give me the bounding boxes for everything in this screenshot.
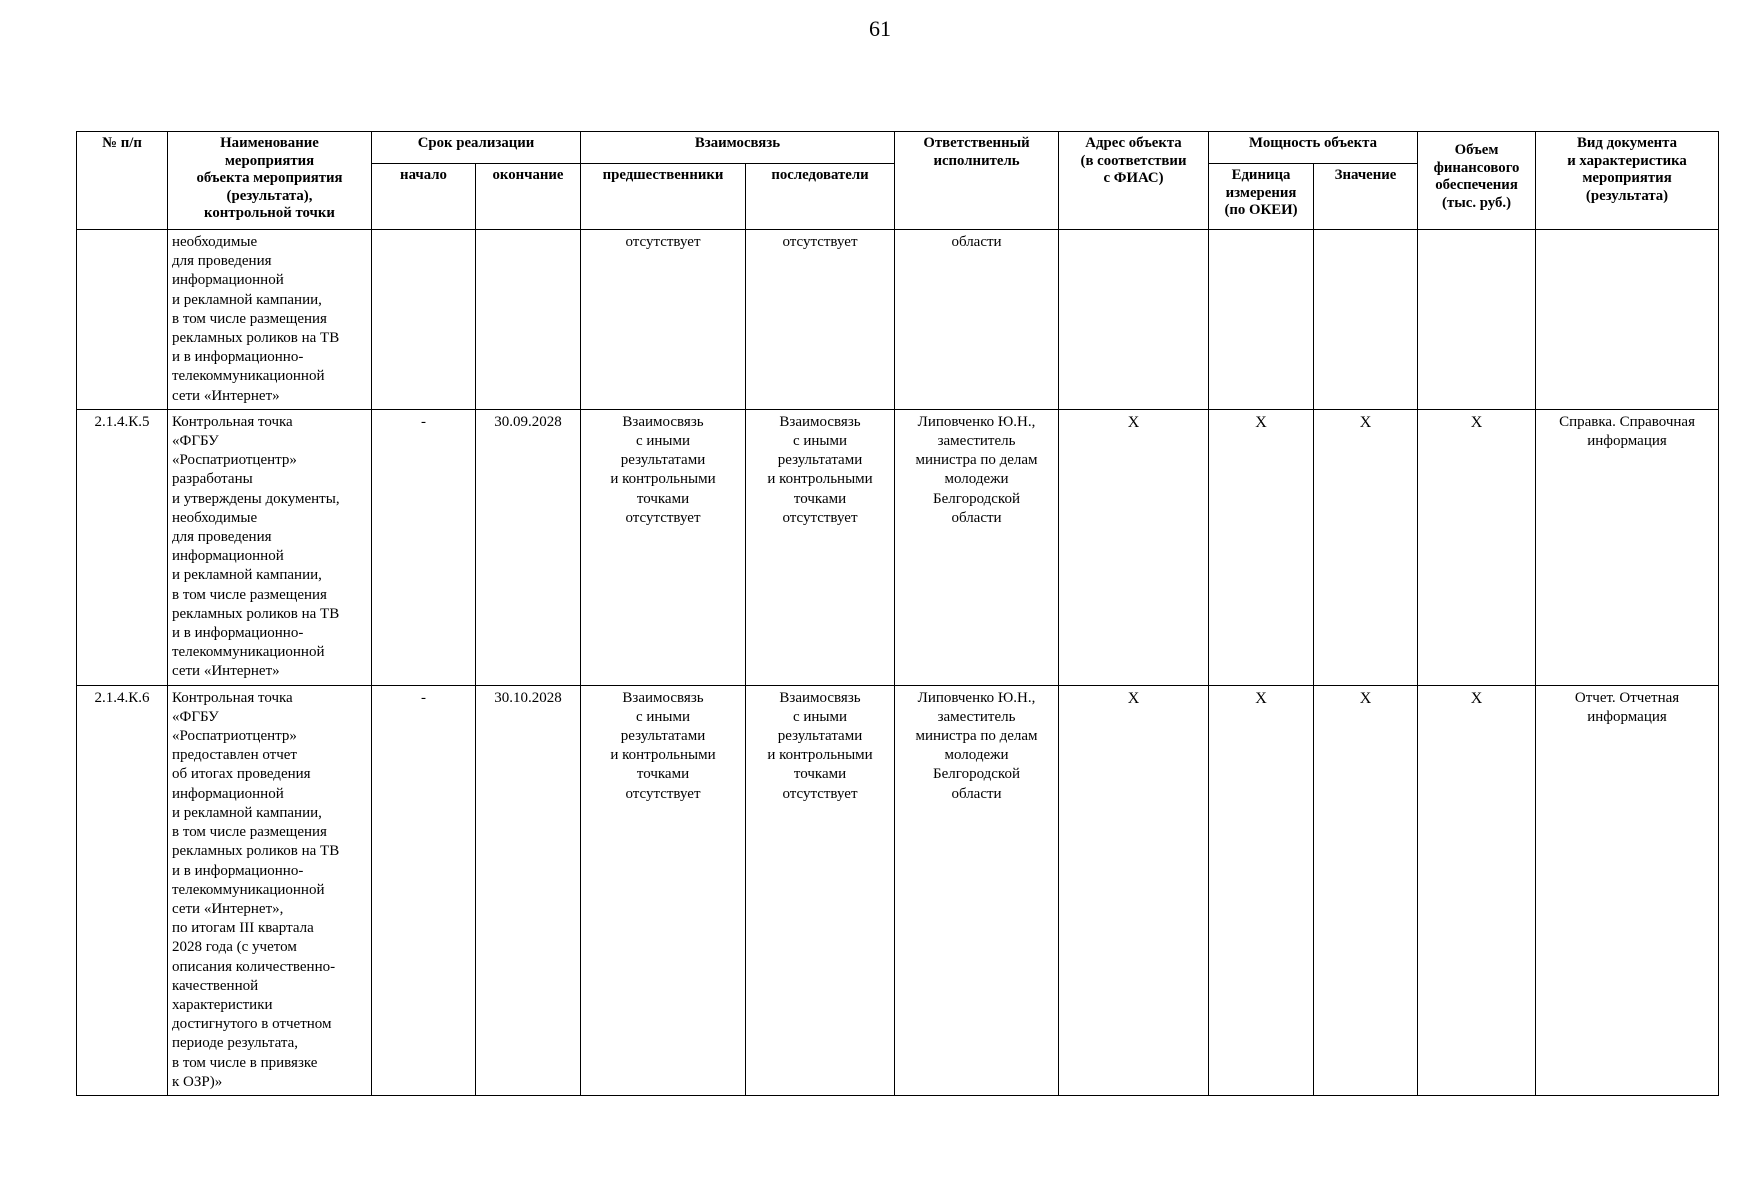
row-value: X (1314, 685, 1418, 1095)
row-name: Контрольная точка «ФГБУ «Роспатриотцентр» предоставлен отчет об итогах проведения информационной и рекламной кампании, в том числе размещения рекламных роликов на ТВ и в информационно- телекоммуникационной сети «Интернет», по итогам III квартала 2028 года (с учетом описания количественно- качественной характеристики достигнутого в отчетном периоде результата, в том числе в привязке к ОЗР)» (168, 685, 372, 1095)
header-link-pred: предшественники (581, 164, 746, 230)
row-doc (1536, 230, 1719, 410)
row-pred: Взаимосвязь с иными результатами и контрольными точками отсутствует (581, 409, 746, 685)
row-next: отсутствует (746, 230, 895, 410)
row-responsible: Липовченко Ю.Н., заместитель министра по делам молодежи Белгородской области (895, 685, 1059, 1095)
row-funding (1418, 230, 1536, 410)
header-link-next: последователи (746, 164, 895, 230)
activity-table (76, 131, 1719, 1096)
header-num: № п/п (77, 132, 168, 230)
row-funding: X (1418, 409, 1536, 685)
page-number: 61 (869, 16, 891, 41)
row-name: необходимые для проведения информационной и рекламной кампании, в том числе размещения рекламных роликов на ТВ и в информационно- телекоммуникационной сети «Интернет» (168, 230, 372, 410)
row-responsible: области (895, 230, 1059, 410)
header-responsible: Ответственный исполнитель (895, 132, 1059, 230)
row-responsible: Липовченко Ю.Н., заместитель министра по делам молодежи Белгородской области (895, 409, 1059, 685)
row-unit: X (1209, 685, 1314, 1095)
header-period: Срок реализации (372, 132, 581, 164)
header-capacity-unit: Единица измерения (по ОКЕИ) (1209, 164, 1314, 230)
row-address: X (1059, 409, 1209, 685)
row-num: 2.1.4.К.6 (77, 685, 168, 1095)
header-capacity-value: Значение (1314, 164, 1418, 230)
row-end (476, 230, 581, 410)
header-period-start: начало (372, 164, 476, 230)
row-name: Контрольная точка «ФГБУ «Роспатриотцентр» разработаны и утверждены документы, необходимые для проведения информационной и рекламной кампании, в том числе размещения рекламных роликов на ТВ и в информационно- телекоммуникационной сети «Интернет» (168, 409, 372, 685)
row-start: - (372, 409, 476, 685)
row-address (1059, 230, 1209, 410)
table-row (77, 230, 1719, 410)
table-header (77, 132, 1719, 230)
row-unit: X (1209, 409, 1314, 685)
header-period-end: окончание (476, 164, 581, 230)
row-num (77, 230, 168, 410)
table-row (77, 685, 1719, 1095)
header-doc-type: Вид документа и характеристика мероприятия (результата) (1536, 132, 1719, 230)
row-address: X (1059, 685, 1209, 1095)
row-value: X (1314, 409, 1418, 685)
header-funding: Объем финансового обеспечения (тыс. руб.) (1418, 132, 1536, 230)
row-unit (1209, 230, 1314, 410)
table-row (77, 409, 1719, 685)
row-funding: X (1418, 685, 1536, 1095)
row-start (372, 230, 476, 410)
row-value (1314, 230, 1418, 410)
header-capacity: Мощность объекта (1209, 132, 1418, 164)
row-num: 2.1.4.К.5 (77, 409, 168, 685)
row-pred: отсутствует (581, 230, 746, 410)
row-next: Взаимосвязь с иными результатами и контрольными точками отсутствует (746, 685, 895, 1095)
row-doc: Справка. Справочная информация (1536, 409, 1719, 685)
row-doc: Отчет. Отчетная информация (1536, 685, 1719, 1095)
row-pred: Взаимосвязь с иными результатами и контрольными точками отсутствует (581, 685, 746, 1095)
header-name: Наименование мероприятия объекта мероприятия (результата), контрольной точки (168, 132, 372, 230)
row-end: 30.09.2028 (476, 409, 581, 685)
header-link: Взаимосвязь (581, 132, 895, 164)
header-address: Адрес объекта (в соответствии с ФИАС) (1059, 132, 1209, 230)
row-next: Взаимосвязь с иными результатами и контрольными точками отсутствует (746, 409, 895, 685)
row-start: - (372, 685, 476, 1095)
row-end: 30.10.2028 (476, 685, 581, 1095)
